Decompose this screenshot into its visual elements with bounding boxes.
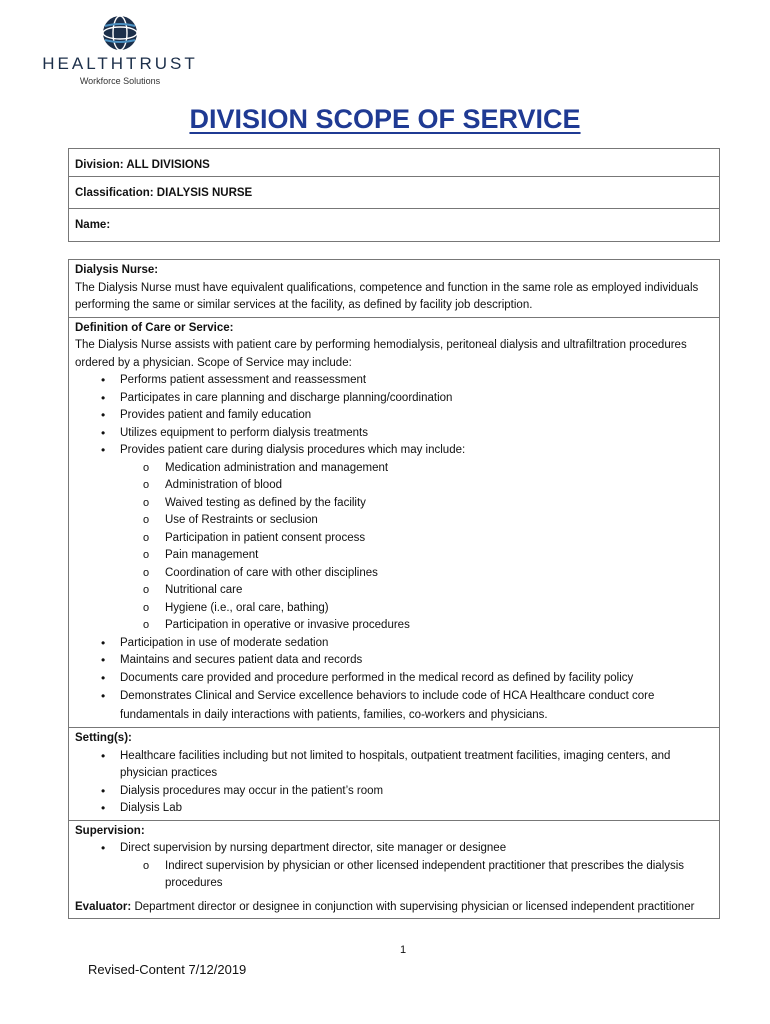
list-item: • Healthcare facilities including but not limited to hospitals, outpatient treatment facilities, imaging centers, and physician practices <box>75 748 713 783</box>
evaluator-text: Department director or designee in conjunction with supervising physician or licensed independent practitioner <box>131 900 695 913</box>
settings-heading: Setting(s): <box>75 732 132 744</box>
definition-list-continued <box>75 635 713 726</box>
list-item: • Dialysis procedures may occur in the patient’s room <box>75 783 713 801</box>
procedure-sublist <box>119 460 713 635</box>
sub-list-item: o Pain management <box>119 547 713 565</box>
settings-list <box>75 748 713 818</box>
sub-list-item: o Medication administration and management <box>119 460 713 478</box>
list-item: • Direct supervision by nursing department director, site manager or designee <box>75 840 713 858</box>
sub-list-item: o Waived testing as defined by the facility <box>119 495 713 513</box>
sub-list-item: o Use of Restraints or seclusion <box>119 512 713 530</box>
list-item: • Maintains and secures patient data and records <box>75 652 713 670</box>
supervision-sublist <box>119 858 713 893</box>
supervision-section <box>69 821 719 919</box>
division-row: Division: ALL DIVISIONS <box>69 149 719 177</box>
list-item: • Performs patient assessment and reassessment <box>75 372 713 390</box>
sub-list-item: o Administration of blood <box>119 477 713 495</box>
header-table <box>68 148 720 242</box>
supervision-heading: Supervision: <box>75 824 145 837</box>
list-item: • Demonstrates Clinical and Service excellence behaviors to include code of HCA Healthcare conduct core fundamentals in daily interactions with patients, families, co-workers and physicians. <box>75 687 713 725</box>
supervision-list <box>75 840 713 858</box>
list-item: • Participation in use of moderate sedation <box>75 635 713 653</box>
page-number: 1 <box>400 944 407 956</box>
list-item: • Documents care provided and procedure performed in the medical record as defined by facility policy <box>75 670 713 688</box>
company-logo <box>40 14 200 94</box>
dialysis-nurse-text: The Dialysis Nurse must have equivalent qualifications, competence and function in the same role as employed individuals performing the same or similar services at the facility, as defined by facility job description. <box>75 281 699 311</box>
definition-heading: Definition of Care or Service: <box>75 321 234 334</box>
brand-subtitle: Workforce Solutions <box>79 76 161 86</box>
list-item: • Provides patient and family education <box>75 407 713 425</box>
brand-name: HEALTHTRUST <box>42 54 198 73</box>
sub-list-item: o Coordination of care with other disciplines <box>119 565 713 583</box>
revised-date: Revised-Content 7/12/2019 <box>88 962 247 977</box>
sub-list-item: o Nutritional care <box>119 582 713 600</box>
definition-text: The Dialysis Nurse assists with patient care by performing hemodialysis, peritoneal dialysis and ultrafiltration procedures ordered by a physician. Scope of Service may include: <box>75 339 687 369</box>
evaluator-line <box>75 899 713 917</box>
dialysis-nurse-section <box>69 260 719 318</box>
page-title: DIVISION SCOPE OF SERVICE <box>189 104 581 134</box>
list-item: • Dialysis Lab <box>75 800 713 818</box>
evaluator-label: Evaluator: <box>75 900 132 913</box>
definition-list <box>75 372 713 460</box>
name-row: Name: <box>75 219 111 231</box>
sub-list-item: o Participation in operative or invasive procedures <box>119 617 713 635</box>
sub-list-item: o Indirect supervision by physician or other licensed independent practitioner that prescribes the dialysis procedures <box>119 858 713 893</box>
sub-list-item: o Hygiene (i.e., oral care, bathing) <box>119 600 713 618</box>
dialysis-nurse-heading: Dialysis Nurse: <box>75 264 159 276</box>
classification-row: Classification: DIALYSIS NURSE <box>69 177 719 209</box>
definition-section <box>69 318 719 729</box>
globe-icon <box>101 14 139 52</box>
settings-section <box>69 728 719 821</box>
list-item: • Utilizes equipment to perform dialysis treatments <box>75 425 713 443</box>
list-item: • Provides patient care during dialysis procedures which may include: <box>75 442 713 460</box>
sub-list-item: o Participation in patient consent process <box>119 530 713 548</box>
scope-table <box>68 259 720 919</box>
list-item: • Participates in care planning and discharge planning/coordination <box>75 390 713 408</box>
